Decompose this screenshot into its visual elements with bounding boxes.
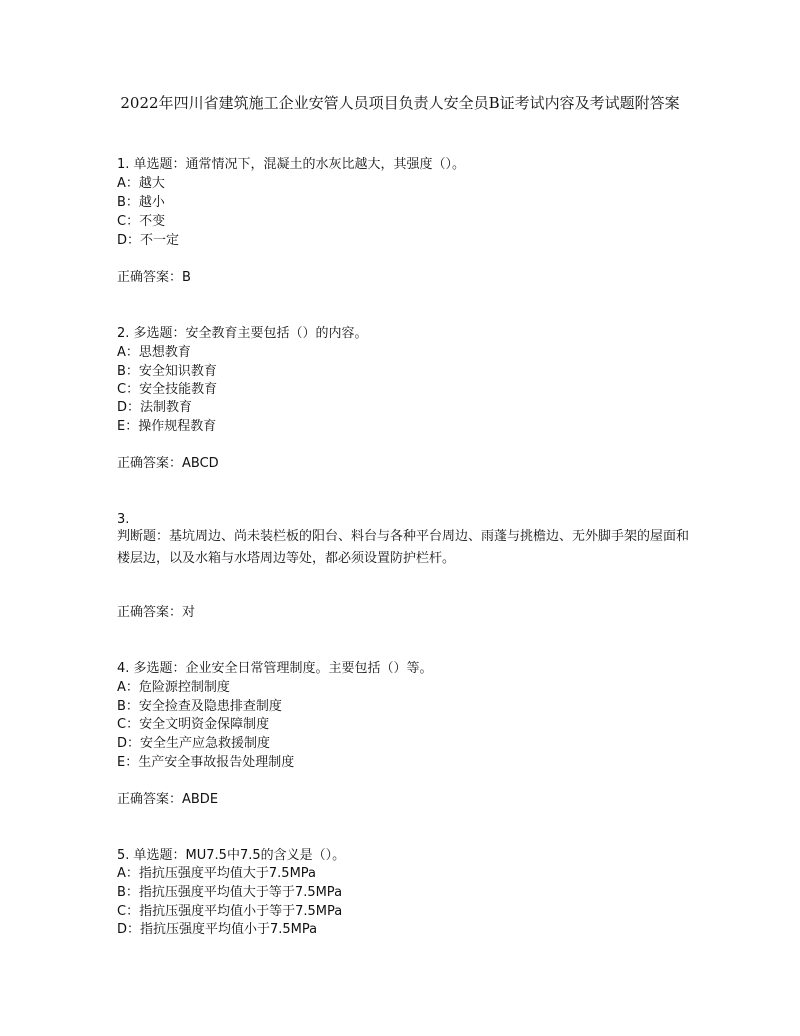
question-1-option-a: A：越大 <box>117 176 165 191</box>
question-1-stem: 1. 单选题：通常情况下，混凝土的水灰比越大，其强度（）。 <box>117 157 466 172</box>
question-1-option-d: D：不一定 <box>117 233 180 248</box>
question-2-answer: 正确答案：ABCD <box>117 456 219 471</box>
question-5-option-a: A：指抗压强度平均值大于7.5MPa <box>117 866 317 881</box>
question-3-answer: 正确答案：对 <box>117 605 196 620</box>
question-4-answer: 正确答案：ABDE <box>117 792 219 807</box>
document-title: 2022年四川省建筑施工企业安管人员项目负责人安全员B证考试内容及考试题附答案 <box>120 94 680 112</box>
question-3-number: 3. <box>117 512 130 527</box>
question-1-option-c: C：不变 <box>117 214 166 229</box>
question-2-option-c: C：安全技能教育 <box>117 382 218 397</box>
question-5-option-d: D：指抗压强度平均值小于7.5MPa <box>117 922 318 937</box>
question-5-option-c: C：指抗压强度平均值小于等于7.5MPa <box>117 904 343 919</box>
question-4-stem: 4. 多选题：企业安全日常管理制度。主要包括（）等。 <box>117 661 433 676</box>
question-4-option-b: B：安全捡查及隐患排查制度 <box>117 699 282 714</box>
question-4-option-a: A：危险源控制制度 <box>117 680 230 695</box>
question-4-option-d: D：安全生产应急救援制度 <box>117 736 271 751</box>
question-2-stem: 2. 多选题：安全教育主要包括（）的内容。 <box>117 326 368 341</box>
question-2-option-e: E：操作规程教育 <box>117 419 217 434</box>
question-5-stem: 5. 单选题：MU7.5中7.5的含义是（）。 <box>117 848 346 863</box>
question-4-option-e: E：生产安全事故报告处理制度 <box>117 755 295 770</box>
question-1-option-b: B：越小 <box>117 195 165 210</box>
question-2-option-b: B：安全知识教育 <box>117 364 217 379</box>
question-2-option-d: D：法制教育 <box>117 400 193 415</box>
question-3-stem: 判断题：基坑周边、尚未装栏板的阳台、料台与各种平台周边、雨蓬与挑檐边、无外脚手架的屋面和楼层边，以及水箱与水塔周边等处，都必须设置防护栏杆。 <box>117 529 690 566</box>
question-5-option-b: B：指抗压强度平均值大于等于7.5MPa <box>117 885 343 900</box>
question-1-answer: 正确答案：B <box>117 270 191 285</box>
question-4-option-c: C：安全文明资金保障制度 <box>117 717 270 732</box>
question-2-option-a: A：思想教育 <box>117 345 191 360</box>
